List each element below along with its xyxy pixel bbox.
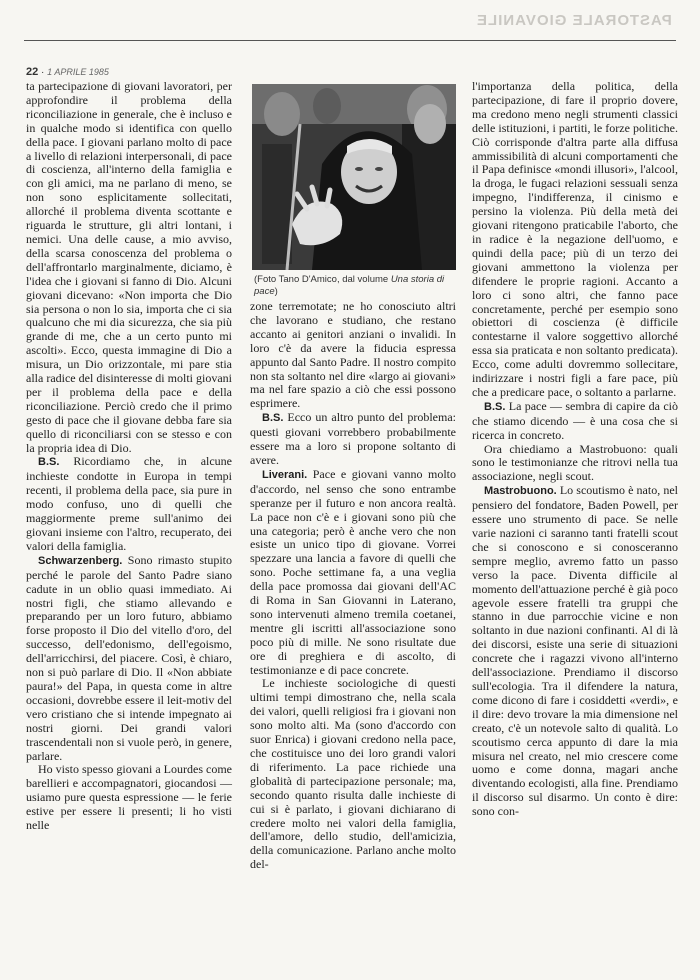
paragraph-text: Ho visto spesso giovani a Lourdes come barellieri e accompagnatori, giocandosi — usiamo pure questa espressione — le ferie estive per essere li presenti; li ho visti nelle [26,762,232,833]
paragraph-text: Lo scoutismo è nato, nel pensiero del fondatore, Baden Powell, per essere uno strumento di pace. Se nelle varie nazioni ci saranno tanti fratelli scout che si conoscono e si conosceranno sempre meglio, avremo fatto un passo verso la pace. Diventa difficile al momento dell'attuazione perché è già poco agevole essere fratelli tra gruppi che stanno in due parrocchie vicine e non soltanto in due nazioni confinanti. Al di là dei discorsi, esiste una serie di situazioni concrete che i ragazzi vivono all'interno dell'associazione. Prendiamo il discorso sull'ecologia. Tra il difendere la natura, come dicono di fare i cosiddetti «verdi», e il dire: devo trovare la mia dimensione nel creato, c'è un notevole salto di qualità. Lo scoutismo cerca appunto di dare la mia misura nel creato, nel mio crescere come uomo e come donna, magari anche diventando ecologisti, alla fine. Prendiamo il discorso sul disarmo. Un conto è dire: sono con- [472,483,678,819]
header-ghost-text: PASTORALE GIOVANILE [476,12,672,29]
paragraph-text: l'importanza della politica, della partecipazione, di fare il proprio dovere, ma credono meno negli strumenti classici delle istituzioni, i partiti, le forze politiche. Ciò corrisponde d'altra parte alla diffusa ammissibilità di alcuni comportamenti che il Papa definisce «mondi illusori», l'alcool, la droga, le fugaci relazioni sessuali senza impegno, l'indifferenza, il cinismo e persino la violenza. Più della metà dei giovani ritengono praticabile l'aborto, che in radice è la negazione dell'uomo, e quindi della pace; più di un terzo dei giovani ammettono la violenza per difendere le proprie ragioni. Accanto a loro ci sono altri, che fanno pace concretamente, perché per esempio sono obiettori di coscienza (è difficile contestarne il valore soggettivo allorché essa sia praticata e non soltanto predicata). Ecco, come adulti dovremmo sollecitare, indirizzare i nostri figli a fare pace, più che a predicare pace, o soltanto a parlarne. [472,79,678,399]
paragraph [26,455,232,553]
photo-caption [254,274,454,297]
speaker-name: Liverani. [262,468,308,481]
paragraph [472,400,678,443]
page-folio [26,66,109,78]
paragraph [26,763,232,833]
paragraph [472,484,678,819]
caption-title: Una storia di pace [254,274,445,297]
issue-date: 1 APRILE 1985 [47,67,109,77]
paragraph [472,443,678,485]
paragraph [250,300,456,411]
paragraph-text: Pace e giovani vanno molto d'accordo, nel senso che sono entrambe speranze per il futuro e non ancora realtà. La pace non c'è e i giovani sono più che una categoria; però è anche vero che non esiste un unico tipo di giovane. Vorrei spezzare una lancia a favore di quelli che sono. Poche settimane fa, a una veglia della pace promossa dai giovani dell'AC di Roma in San Giovanni in Laterano, sono intervenuti almeno tremila coetanei, mentre gli iscritti all'associazione sono poco più di mille. Ne sono risultate due ore di preghiera e di ascolto, di testimonianze e di pace concrete. [250,466,456,677]
paragraph [250,411,456,468]
page-number: 22 [26,66,39,78]
paragraph-text: Ora chiediamo a Mastrobuono: quali sono le testimonianze che ritrovi nella tua associazione, negli scout. [472,441,678,484]
photo-nun-smiling [252,84,456,270]
paragraph [250,468,456,678]
speaker-name: B.S. [38,456,60,469]
photo-illustration [252,84,456,270]
speaker-name: B.S. [262,412,284,425]
paragraph-text: Ricordiamo che, in alcune inchieste condotte in Europa in tempi recenti, il problema della pace, sia pure in modo confuso, uno di quelli che maggiormente preme sull'animo dei giovani insieme con l'altro, recuperato, dei valori della famiglia. [26,454,232,553]
paragraph-text: La pace — sembra di capire da ciò che stiamo dicendo — è una cosa che si ricerca in concreto. [472,398,678,442]
paragraph-text: Le inchieste sociologiche di questi ultimi tempi dimostrano che, nella scala dei valori, quelli religiosi fra i giovani non sono molto alti. Ma (sono d'accordo con suor Enrica) i giovani credono nella pace, che costituisce uno dei loro grandi valori di riferimento. La pace richiede una globalità di partecipazione personale; ma, secondo quanto risulta dalle inchieste di cui si è parlato, i giovani dichiarano di credere molto nei valori della famiglia, dell'amore, dello studio, dell'amicizia, della comunicazione. Parlano anche molto del- [250,676,456,872]
paragraph [26,80,232,455]
speaker-name: B.S. [484,400,506,413]
caption-suffix: ) [274,285,278,297]
folio-separator: · [41,67,48,78]
column-2 [250,300,456,872]
speaker-name: Schwarzenberg. [38,554,123,567]
paragraph-text: Ecco un altro punto del problema: questi giovani vorrebbero probabilmente essere ma a loro si propone soltanto di avere. [250,410,456,467]
paragraph-text: zone terremotate; ne ho conosciuto altri che lavorano e studiano, che restano accanto ai genitori anziani o invalidi. In loro c'è da avere la fiducia espressa appunto dal Santo Padre. Il nostro compito non sta soltanto nel dire «largo ai giovani» ma nel fare spazio a ciò che essi possono esprimere. [250,299,456,411]
column-3 [472,80,678,819]
speaker-name: Mastrobuono. [484,485,557,498]
header-rule [24,40,676,41]
paragraph-text: Sono rimasto stupito perché le parole del Santo Padre siano cadute in un oblio quasi immediato. Ai nostri figli, che stiamo allevando e preparando per un loro futuro, abbiamo forse proposto il Dio del vitello d'oro, del successo, dell'edonismo, dell'egoismo, dell'arricchirsi, del piacere. Così, è chiaro, non si può parlare di Dio. Il «Non abbiate paura!» del Papa, in questa come in altre occasioni, dovrebbe essere il leit-motiv del vero cristiano che si intende impegnato ai nostri giorni. Dei grandi valori trascendentali non si vuole però, in genere, parlare. [26,552,232,763]
paragraph [26,554,232,764]
column-1 [26,80,232,833]
paragraph [250,677,456,872]
caption-prefix: (Foto Tano D'Amico, dal volume [254,274,391,285]
paragraph [472,80,678,400]
paragraph-text: ta partecipazione di giovani lavoratori, per approfondire il problema della riconciliazione in generale, che è incluso e in qualche modo si identifica con quello della pace. I giovani parlano molto di pace a livello di relazioni interpersonali, di pace di coscienza, all'interno della famiglia e con gli amici, ma ne parlano di meno, se non sono esplicitamente sollecitati, allorché il problema diventa scottante e riguarda le strutture, gli altri lontani, i nemici. Una delle cause, a mio avviso, della scarsa conoscenza del problema o dell'affrontarlo marginalmente, diciamo, è l'idea che i giovani si fanno di Dio. Alcuni giovani dicevano: «Non importa che Dio sia persona o non lo sia, importa che ci sia qualcuno che mi dia sicurezza, che sia più grande di me, che a un certo punto mi ascolti». Ecco, questa immagine di Dio a misura, un Dio orizzontale, mi pare stia alla radice del disinteresse di molti giovani per il problema della pace e della riconciliazione. Perciò credo che il primo gesto di pace che il giovane debba fare sia quello di riconciliarsi con se stesso e con la propria idea di Dio. [26,79,232,455]
